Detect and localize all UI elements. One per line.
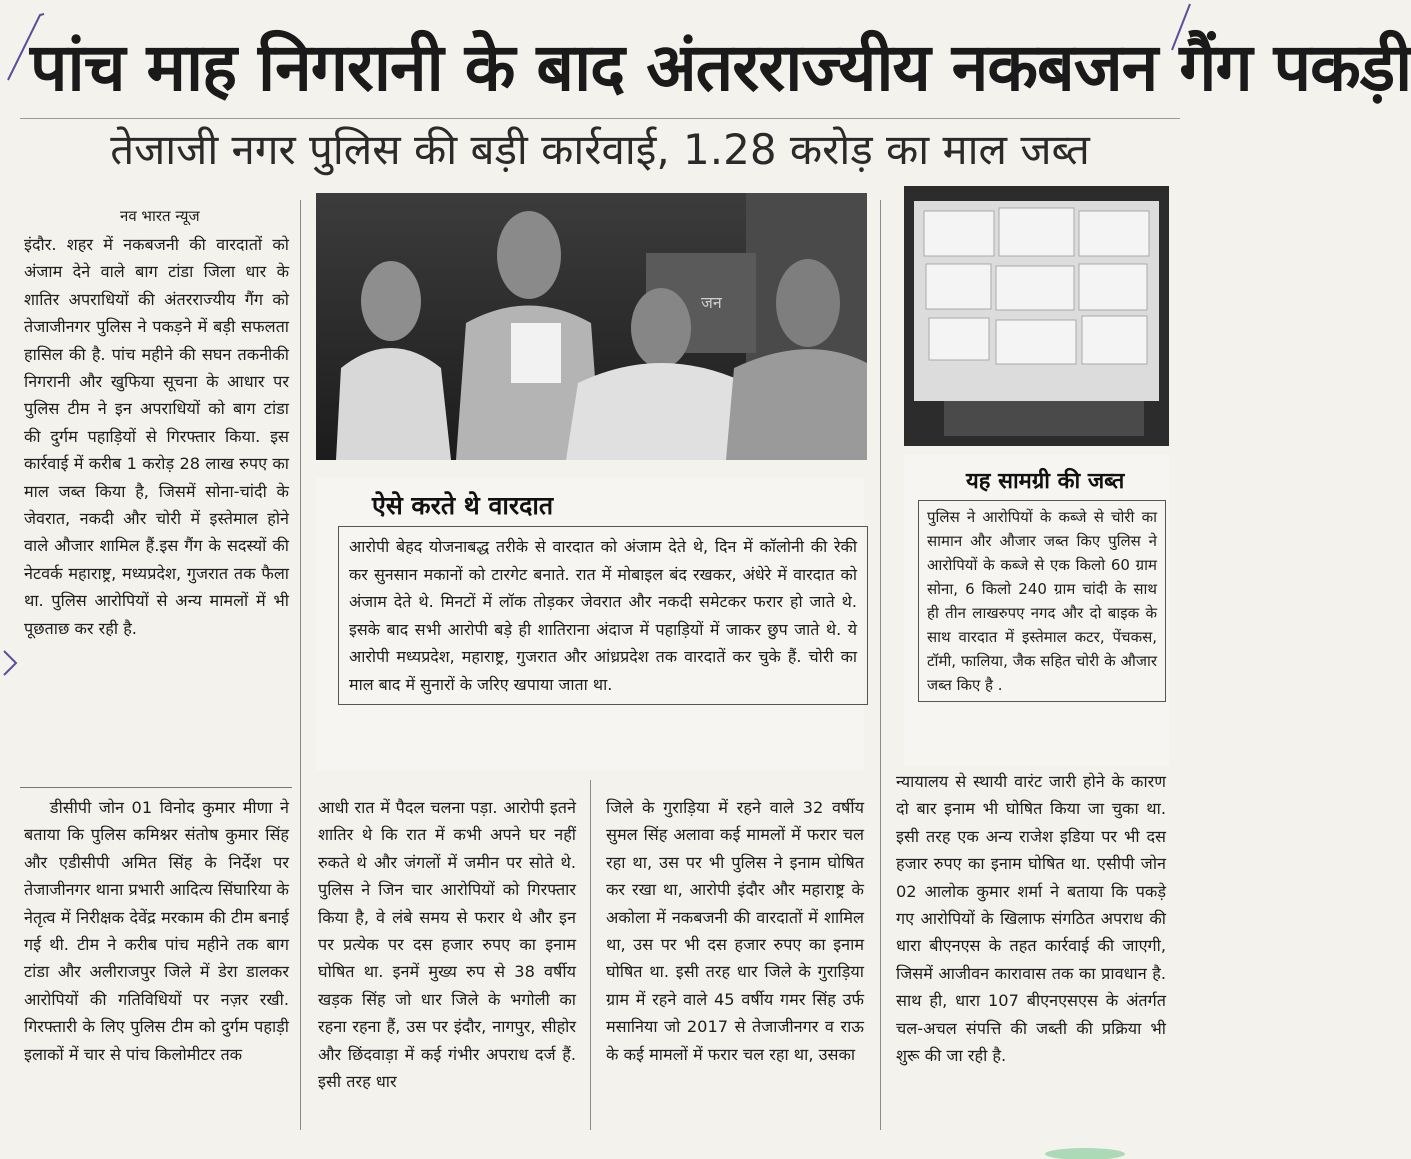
byline: नव भारत न्यूज [120,207,200,225]
article-column-1-continued [24,794,289,1068]
column-rule-3 [880,200,881,1130]
box-modus-operandi [316,478,864,770]
paragraph-column-4: न्यायालय से स्थायी वारंट जारी होने के कारण दो बार इनाम भी घोषित किया जा चुका था. इसी तरह एक अन्य राजेश इडिया पर भी दस हजार रुपए का इनाम घोषित था. एसीपी जोन 02 आलोक कुमार शर्मा ने बताया कि पकड़े गए आरोपियों के खिलाफ संगठित अपराध की धारा बीएनएस के तहत कार्रवाई की जाएगी, जिसमें आजीवन कारावास तक का प्रावधान है. साथ ही, धारा 107 बीएनएसएस के अंतर्गत चल-अचल संपत्ति की जब्ती की प्रक्रिया भी शुरू की जा रही है. [896,772,1166,1066]
article-column-3 [606,794,864,1068]
article-column-2 [318,794,576,1095]
column-1-divider [20,787,292,788]
box-seized-body: पुलिस ने आरोपियों के कब्जे से चोरी का सामान और औजार जब्त किए पुलिस ने आरोपियों के कब्जे से एक किलो 60 ग्राम सोना, 6 किलो 240 ग्राम चांदी के साथ ही तीन लाखरुपए नगद और दो बाइक के साथ वारदात में इस्तेमाल कटर, पेंचकस, टॉमी, फालिया, जैक सहित चोरी के औजार जब्त किए है . [918,500,1166,702]
box-modus-title: ऐसे करते थे वारदात [372,491,554,520]
photo-arrested-accused [316,193,867,460]
box-modus-body: आरोपी बेहद योजनाबद्ध तरीके से वारदात को अंजाम देते थे, दिन में कॉलोनी की रेकी कर सुनसान मकानों को टारगेट बनाते. रात में मोबाइल बंद रखकर, अंधेरे में वारदात को अंजाम देते थे. मिनटों में लॉक तोड़कर जेवरात और नकदी समेटकर फरार हो जाते थे. इसके बाद सभी आरोपी बड़े ही शातिराना अंदाज में पहाड़ियों में जाकर छुप जाते थे. ये आरोपी मध्यप्रदेश, महाराष्ट्र, गुजरात और आंध्रप्रदेश तक वारदातें कर चुके हैं. चोरी का माल बाद में सुनारों के जरिए खपाया जाता था. [338,526,868,705]
photo-placard-text: जन [701,293,722,312]
headline: पांच माह निगरानी के बाद अंतरराज्यीय नकबजन गैंग पकड़ी [30,29,1411,106]
pen-scribble-left-margin [0,645,24,685]
photo-seized-jewellery [904,186,1169,446]
column-rule-1 [300,200,301,1130]
subheadline: तेजाजी नगर पुलिस की बड़ी कार्रवाई, 1.28 करोड़ का माल जब्त [110,125,1090,174]
paragraph-column-2: आधी रात में पैदल चलना पड़ा. आरोपी इतने शातिर थे कि रात में कभी अपने घर नहीं रुकते थे और जंगलों में जमीन पर सोते थे. पुलिस ने जिन चार आरोपियों को गिरफ्तार किया है, वे लंबे समय से फरार थे और इन पर प्रत्येक पर दस हजार रुपए का इनाम घोषित था. इनमें मुख्य रुप से 38 वर्षीय खड़क सिंह जो धार जिले के भगोली का रहना रहना हैं, उस पर इंदौर, नागपुर, सीहोर और छिंदवाड़ा में कई गंभीर अपराध दर्ज हैं. इसी तरह धार [318,798,576,1092]
headline-rule [20,118,1180,119]
box-seized-title: यह सामग्री की जब्त [966,469,1125,494]
paragraph-dcp-statement: डीसीपी जोन 01 विनोद कुमार मीणा ने बताया कि पुलिस कमिश्नर संतोष कुमार सिंह और एडीसीपी अमित सिंह के निर्देश पर तेजाजीनगर थाना प्रभारी आदित्य सिंघारिया के नेतृत्व में निरीक्षक देवेंद्र मरकाम की टीम बनाई गई थी. टीम ने करीब पांच महीने तक बाग टांडा और अलीराजपुर जिले में डेरा डालकर आरोपियों की गतिविधियों पर नज़र रखी. गिरफ्तारी के लिए पुलिस टीम को दुर्गम पहाड़ी इलाकों में चार से पांच किलोमीटर तक [24,798,289,1064]
column-rule-2 [590,780,591,1130]
paragraph-column-3: जिले के गुराड़िया में रहने वाले 32 वर्षीय सुमल सिंह अलावा कई मामलों में फरार चल रहा था, उस पर भी पुलिस ने इनाम घोषित कर रखा था, आरोपी इंदौर और महाराष्ट्र के अकोला में नकबजनी की वारदातों में शामिल था, उस पर भी दस हजार रुपए का इनाम घोषित था. इसी तरह धार जिले के गुराड़िया ग्राम में रहने वाले 45 वर्षीय गमर सिंह उर्फ मसानिया जो 2017 से तेजाजीनगर व राऊ के कई मामलों में फरार चल रहा था, उसका [606,798,864,1064]
box-seized-items [904,455,1169,765]
article-column-4 [896,768,1166,1069]
lead-paragraph: इंदौर. शहर में नकबजनी की वारदातों को अंजाम देने वाले बाग टांडा जिला धार के शातिर अपराधियों की अंतरराज्यीय गैंग को तेजाजीनगर पुलिस ने पकड़ने में बड़ी सफलता हासिल की है. पांच महीने की सघन तकनीकी निगरानी और खुफिया सूचना के आधार पर पुलिस टीम ने इन अपराधियों को बाग टांडा की दुर्गम पहाड़ियों से गिरफ्तार किया. इस कार्रवाई में करीब 1 करोड़ 28 लाख रुपए का माल जब्त किया है, जिसमें सोना-चांदी के जेवरात, नकदी और चोरी में इस्तेमाल होने वाले औजार शामिल हैं.इस गैंग के सदस्यों की नेटवर्क महाराष्ट्र, मध्यप्रदेश, गुजरात तक फैला था. पुलिस आरोपियों से अन्य मामलों में भी पूछताछ कर रही है. [24,235,289,638]
green-smudge [1040,1140,1130,1159]
article-column-1 [24,205,289,642]
